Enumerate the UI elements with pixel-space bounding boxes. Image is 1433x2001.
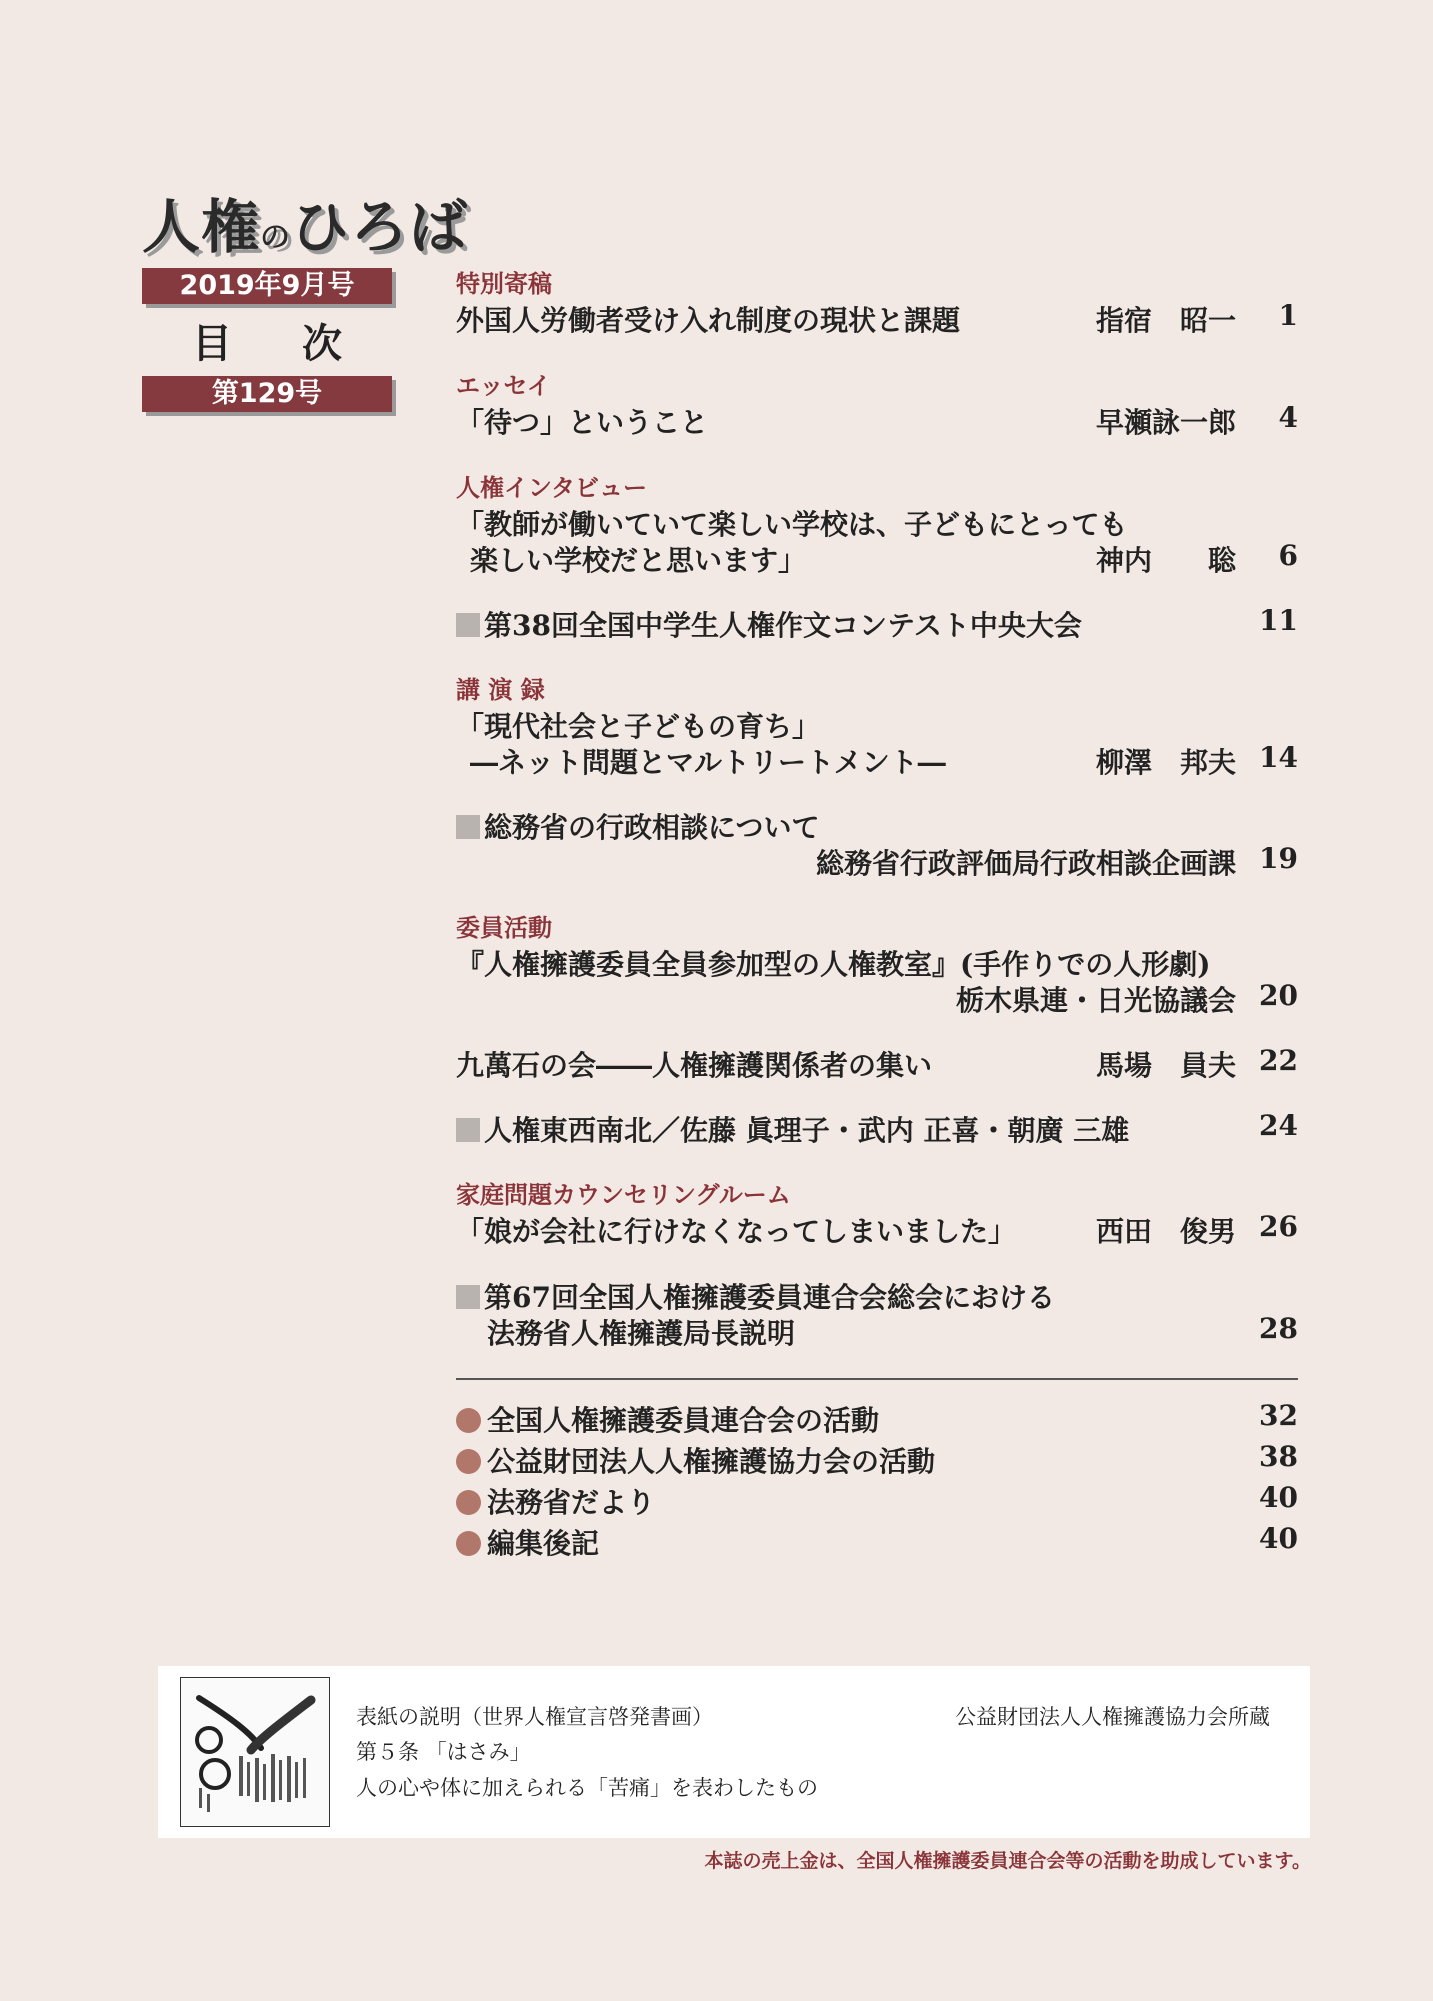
entry-title: 編集後記 — [456, 1522, 599, 1562]
scissors-artwork-icon — [181, 1678, 329, 1826]
circle-bullet-icon — [456, 1531, 481, 1556]
circle-bullet-icon — [456, 1490, 481, 1515]
magazine-logo: 人権のひろば — [142, 193, 469, 261]
toc-entry-special[interactable] — [456, 299, 1298, 339]
entry-title: 総務省の行政相談について — [456, 806, 819, 846]
entry-page: 32 — [1259, 1399, 1298, 1432]
entry-title: 九萬石の会――人権擁護関係者の集い — [456, 1049, 933, 1082]
cover-caption-box — [158, 1666, 1310, 1838]
entry-page: 6 — [1278, 539, 1298, 572]
entry-title: 第38回全国中学生人権作文コンテスト中央大会 — [456, 604, 1082, 644]
entry-page: 4 — [1278, 401, 1298, 434]
toc-bullet-entry[interactable] — [456, 1481, 1298, 1521]
toc-entry-lecture[interactable] — [456, 705, 1298, 745]
cover-artwork-image — [180, 1677, 330, 1827]
toc-entry-counseling[interactable] — [456, 1210, 1298, 1250]
entry-title: 外国人労働者受け入れ制度の現状と課題 — [456, 304, 961, 337]
entry-author: 早瀬詠一郎 — [1095, 406, 1236, 439]
footer-note: 本誌の売上金は、全国人権擁護委員連合会等の活動を助成しています。 — [704, 1850, 1311, 1872]
toc-entry-committee-2[interactable] — [456, 1044, 1298, 1084]
toc-entry-interview-cont[interactable] — [456, 539, 1298, 579]
square-bullet-icon — [456, 613, 480, 637]
entry-page: 24 — [1259, 1109, 1298, 1142]
section-label-counseling: 家庭問題カウンセリングルーム — [456, 1181, 791, 1209]
entry-page: 1 — [1278, 299, 1298, 332]
issue-date-banner: 2019年9月号 — [142, 268, 392, 304]
toc-entry-mic[interactable] — [456, 806, 1298, 846]
entry-title: 「娘が会社に行けなくなってしまいました」 — [456, 1215, 1017, 1248]
entry-page: 40 — [1259, 1481, 1298, 1514]
square-bullet-icon — [456, 1285, 480, 1309]
entry-title: 「待つ」ということ — [456, 406, 709, 439]
caption-owner: 公益財団法人人権擁護協力会所蔵 — [955, 1705, 1270, 1729]
entry-page: 38 — [1259, 1440, 1298, 1473]
contents-heading: 目 次 — [192, 321, 370, 367]
issue-number-banner: 第129号 — [142, 376, 392, 412]
entry-page: 22 — [1259, 1044, 1298, 1077]
toc-entry-compass[interactable] — [456, 1109, 1298, 1149]
toc-bullet-entry[interactable] — [456, 1399, 1298, 1439]
section-label-special: 特別寄稿 — [456, 270, 552, 298]
entry-title: 人権東西南北／佐藤 眞理子・武内 正喜・朝廣 三雄 — [456, 1109, 1129, 1149]
caption-article: 第５条 「はさみ」 — [356, 1740, 531, 1764]
entry-author: 栃木県連・日光協議会 — [955, 984, 1236, 1017]
section-label-essay: エッセイ — [456, 372, 551, 400]
section-label-interview: 人権インタビュー — [456, 474, 648, 502]
entry-title: 第67回全国人権擁護委員連合会総会における — [456, 1276, 1055, 1316]
entry-author: 神内 聡 — [1095, 544, 1236, 577]
masthead — [142, 180, 468, 264]
entry-title-cont: 楽しい学校だと思います」 — [470, 544, 807, 577]
toc-entry-mic-cont[interactable] — [456, 842, 1298, 882]
toc-entry-essay[interactable] — [456, 401, 1298, 441]
entry-author: 指宿 昭一 — [1095, 304, 1236, 337]
toc-entry-assembly[interactable] — [456, 1276, 1298, 1316]
caption-description: 人の心や体に加えられる「苦痛」を表わしたもの — [356, 1776, 818, 1800]
caption-heading: 表紙の説明（世界人権宣言啓発書画） — [356, 1705, 713, 1729]
toc-entry-lecture-cont[interactable] — [456, 741, 1298, 781]
square-bullet-icon — [456, 1118, 480, 1142]
entry-page: 26 — [1259, 1210, 1298, 1243]
entry-page: 11 — [1259, 604, 1298, 637]
entry-page: 40 — [1259, 1522, 1298, 1555]
toc-entry-committee-1-cont[interactable] — [456, 979, 1298, 1019]
entry-page: 19 — [1259, 842, 1298, 875]
toc-bullet-entry[interactable] — [456, 1522, 1298, 1562]
section-label-committee: 委員活動 — [456, 914, 552, 942]
entry-page: 20 — [1259, 979, 1298, 1012]
entry-title: 『人権擁護委員全員参加型の人権教室』(手作りでの人形劇) — [456, 948, 1211, 981]
toc-entry-essay-contest[interactable] — [456, 604, 1298, 644]
section-label-lecture: 講 演 録 — [456, 676, 545, 704]
toc-entry-interview[interactable] — [456, 503, 1298, 543]
entry-author: 柳澤 邦夫 — [1095, 746, 1236, 779]
entry-author: 総務省行政評価局行政相談企画課 — [815, 847, 1236, 880]
square-bullet-icon — [456, 815, 480, 839]
entry-title: 「教師が働いていて楽しい学校は、子どもにとっても — [456, 508, 1128, 541]
toc-bullet-entry[interactable] — [456, 1440, 1298, 1480]
entry-title: 公益財団法人人権擁護協力会の活動 — [456, 1440, 935, 1480]
toc-entry-committee-1[interactable] — [456, 943, 1298, 983]
entry-title: 法務省だより — [456, 1481, 655, 1521]
entry-subtitle: ―ネット問題とマルトリートメント― — [470, 746, 946, 779]
entry-page: 28 — [1259, 1312, 1298, 1345]
entry-page: 14 — [1259, 741, 1298, 774]
entry-author: 西田 俊男 — [1095, 1215, 1236, 1248]
circle-bullet-icon — [456, 1449, 481, 1474]
entry-title: 「現代社会と子どもの育ち」 — [456, 710, 821, 743]
entry-title-cont: 法務省人権擁護局長説明 — [487, 1317, 796, 1350]
entry-author: 馬場 員夫 — [1095, 1049, 1236, 1082]
section-divider — [456, 1378, 1298, 1380]
toc-entry-assembly-cont[interactable] — [456, 1312, 1298, 1352]
entry-title: 全国人権擁護委員連合会の活動 — [456, 1399, 879, 1439]
circle-bullet-icon — [456, 1408, 481, 1433]
